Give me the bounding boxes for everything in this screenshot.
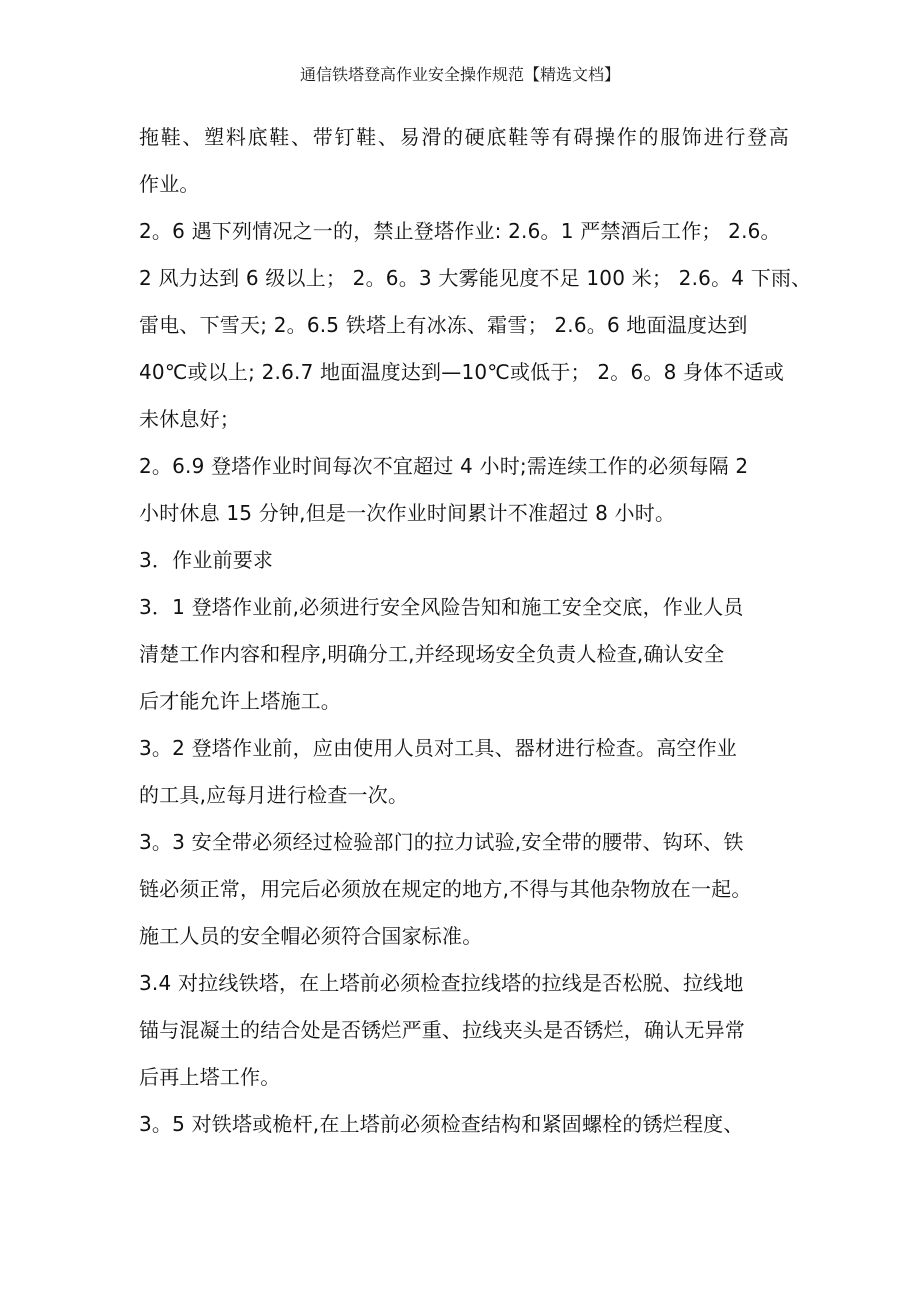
text-line: 3。5 对铁塔或桅杆,在上塔前必须检查结构和紧固螺栓的锈烂程度、 xyxy=(139,1112,744,1136)
text-line: 后再上塔工作。 xyxy=(139,1065,281,1089)
document-body xyxy=(139,114,812,1148)
text-line: 清楚工作内容和程序,明确分工,并经现场安全负责人检查,确认安全 xyxy=(139,642,725,666)
text-line: 40℃或以上; 2.6.7 地面温度达到—10℃或低于； 2。6。8 身体不适或 xyxy=(139,360,785,384)
text-line: 后才能允许上塔施工。 xyxy=(139,689,341,713)
text-line: 2。6 遇下列情况之一的，禁止登塔作业: 2.6。1 严禁酒后工作； 2.6。 xyxy=(139,219,781,243)
text-line: 链必须正常，用完后必须放在规定的地方,不得与其他杂物放在一起。 xyxy=(139,877,752,901)
text-line: 3。3 安全带必须经过检验部门的拉力试验,安全带的腰带、钩环、铁 xyxy=(139,830,744,854)
text-line: 雷电、下雪天; 2。6.5 铁塔上有冰冻、霜雪； 2.6。6 地面温度达到 xyxy=(139,313,748,337)
section-heading: 3．作业前要求 xyxy=(139,548,274,572)
text-line: 锚与混凝土的结合处是否锈烂严重、拉线夹头是否锈烂，确认无异常 xyxy=(139,1018,745,1042)
text-line: 未休息好； xyxy=(139,407,240,431)
text-line: 2 风力达到 6 级以上； 2。6。3 大雾能见度不足 100 米； 2.6。4 下雨、 xyxy=(139,266,812,290)
text-line: 2。6.9 登塔作业时间每次不宜超过 4 小时;需连续工作的必须每隔 2 xyxy=(139,454,749,478)
text-line: 3．1 登塔作业前,必须进行安全风险告知和施工安全交底，作业人员 xyxy=(139,595,744,619)
page-header-title: 通信铁塔登高作业安全操作规范【精选文档】 xyxy=(299,65,620,84)
text-line: 作业。 xyxy=(139,172,200,196)
text-line: 的工具,应每月进行检查一次。 xyxy=(139,783,409,807)
text-line: 拖鞋、塑料底鞋、带钉鞋、易滑的硬底鞋等有碍操作的服饰进行登高 xyxy=(139,125,789,149)
text-line: 3。2 登塔作业前，应由使用人员对工具、器材进行检查。高空作业 xyxy=(139,736,738,760)
text-line: 施工人员的安全帽必须符合国家标准。 xyxy=(139,924,483,948)
text-line: 小时休息 15 分钟,但是一次作业时间累计不准超过 8 小时。 xyxy=(139,501,676,525)
text-line: 3.4 对拉线铁塔，在上塔前必须检查拉线塔的拉线是否松脱、拉线地 xyxy=(139,971,744,995)
